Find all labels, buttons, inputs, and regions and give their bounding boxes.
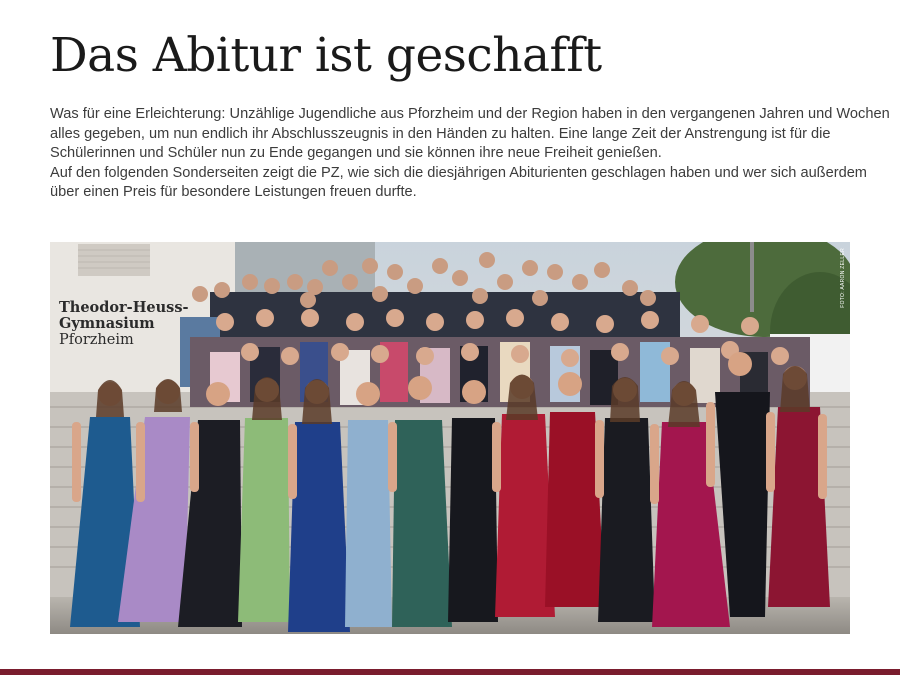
intro-line: Auf den folgenden Sonderseiten zeigt die PZ, wie sich die diesjährigen Abiturienten geschlagen haben und wer sich außerdem (50, 164, 867, 181)
intro-line: Was für eine Erleichterung: Unzählige Jugendliche aus Pforzheim und der Region haben in den vergangenen Jahren und Wochen (50, 106, 890, 122)
photo-credit: FOTO: AARON ZELLER (840, 248, 846, 308)
school-name-line1: Theodor-Heuss- (59, 299, 189, 316)
school-city: Pforzheim (59, 332, 134, 348)
school-name-line2: Gymnasium (59, 315, 155, 332)
footer-accent-bar (0, 669, 900, 675)
school-caption (59, 300, 189, 348)
intro-line: Schülerinnen und Schüler nun zu Ende gegangen und sie können ihre neue Freiheit genießen. (50, 145, 662, 161)
article-intro (50, 105, 890, 203)
group-photo (50, 242, 850, 634)
intro-line: über einen Preis für besondere Leistungen freuen durfte. (50, 184, 417, 200)
article-headline: Das Abitur ist geschafft (50, 28, 602, 83)
intro-line: alles gegeben, um nun endlich ihr Abschlusszeugnis in den Händen zu halten. Eine lange Zeit der Anstrengung ist für die (50, 125, 831, 142)
